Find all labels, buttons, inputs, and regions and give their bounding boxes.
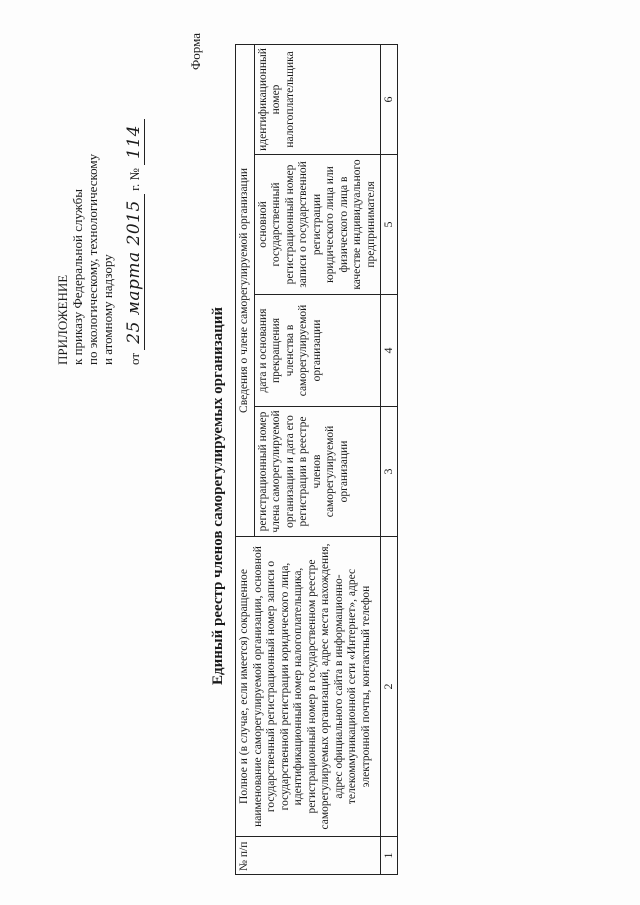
column-number: 1 xyxy=(381,837,398,875)
appendix-line: к приказу Федеральной службы xyxy=(70,189,85,365)
appendix-line: по экологическому, технологическому xyxy=(85,153,100,365)
appendix-line: и атомному надзору xyxy=(100,254,115,365)
form-label: Форма xyxy=(188,33,203,70)
header-cell-group: Сведения о члене саморегулируемой организации xyxy=(236,44,255,536)
column-number: 5 xyxy=(381,155,398,295)
header-cell-organization: Полное и (в случае, если имеется) сокращенное наименование саморегулируемой организации, основной государственный регистрационный номер записи о государственной регистрации юридического лица, идентификационный номер налогоплательщика, регистрационный номер в государственном реестре саморегулируемых организаций, адрес места нахождения, адрес официального сайта в информационно-телекоммуникационной сети «Интернет», адрес электронной почты, контактный телефон xyxy=(236,537,381,837)
order-number: 114 xyxy=(124,119,145,165)
column-number: 3 xyxy=(381,407,398,537)
column-number: 4 xyxy=(381,295,398,407)
appendix-block xyxy=(55,119,142,365)
registry-table xyxy=(235,44,398,875)
order-date: 25 марта 2015 xyxy=(124,194,145,350)
table-header-row xyxy=(236,44,255,874)
header-cell-number: № п/п xyxy=(236,837,381,875)
table-numbering-row xyxy=(381,44,398,874)
order-reference xyxy=(124,119,144,365)
column-number: 6 xyxy=(381,44,398,154)
order-prefix: от xyxy=(127,352,142,365)
header-cell-termination: дата и основания прекращения членства в саморегулируемой организации xyxy=(254,295,381,407)
appendix-heading: ПРИЛОЖЕНИЕ xyxy=(55,274,70,365)
header-cell-inn: идентификационный номер налогоплательщика xyxy=(254,44,381,154)
column-number: 2 xyxy=(381,537,398,837)
document-title: Единый реестр членов саморегулируемых организаций xyxy=(210,306,226,685)
header-cell-ogrn: основной государственный регистрационный номер записи о государственной регистрации юридического лица или физического лица в качестве индивидуального предпринимателя xyxy=(254,155,381,295)
order-mid: г. № xyxy=(127,168,142,191)
header-cell-registration: регистрационный номер члена саморегулируемой организации и дата его регистрации в реестре членов саморегулируемой организации xyxy=(254,407,381,537)
